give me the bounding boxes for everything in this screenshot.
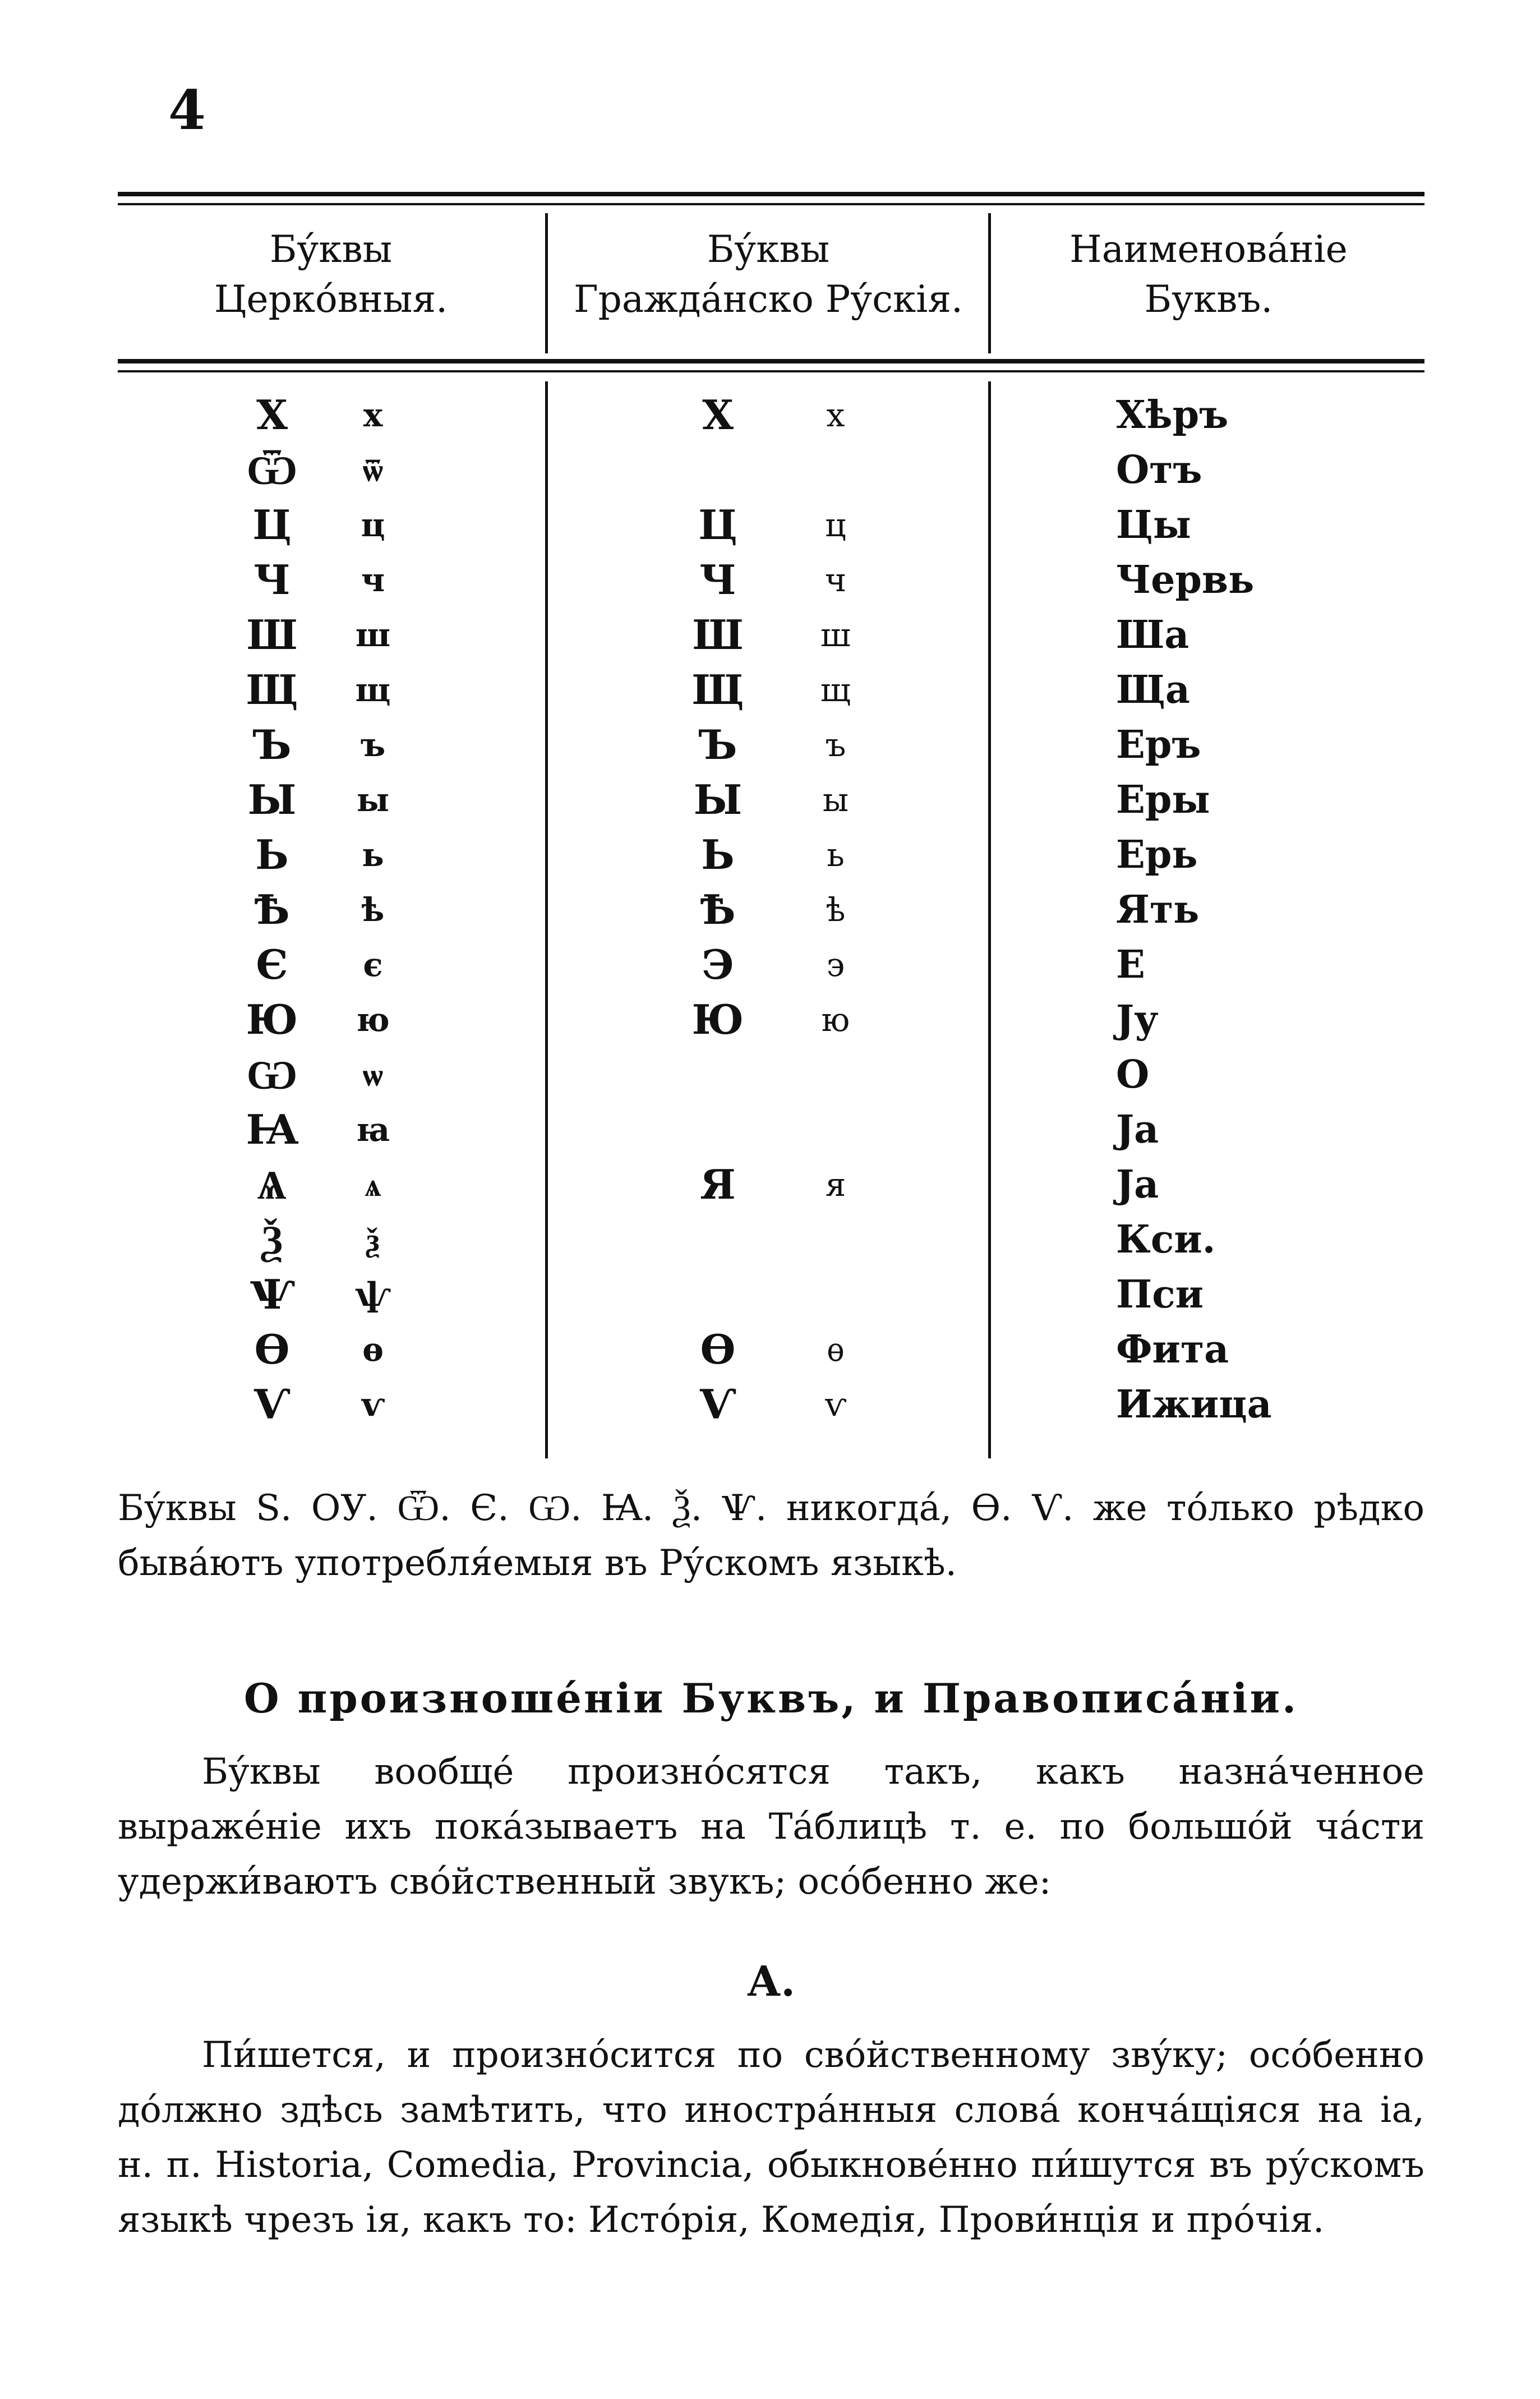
civil-upper-letter: Ѵ xyxy=(699,1380,736,1428)
table-header-rule xyxy=(118,359,1424,363)
letter-name: Е xyxy=(1116,942,1145,987)
page-number: 4 xyxy=(168,79,206,142)
church-upper-letter: Ѳ xyxy=(254,1325,290,1373)
church-upper-letter: Щ xyxy=(246,666,298,713)
church-lower-letter: ѡ xyxy=(363,1056,383,1094)
civil-upper-letter: Х xyxy=(702,391,734,439)
subsection-heading: А. xyxy=(746,1958,796,2006)
letter-name: Еры xyxy=(1116,777,1210,822)
civil-lower-letter: ш xyxy=(820,616,851,654)
letter-name: Jа xyxy=(1116,1107,1159,1152)
letter-name: Цы xyxy=(1116,503,1191,547)
civil-upper-letter: Ш xyxy=(692,611,744,659)
church-upper-letter: Ю xyxy=(246,996,298,1043)
church-lower-letter: є xyxy=(363,946,383,984)
civil-upper-letter: Ц xyxy=(698,501,737,549)
table-row xyxy=(0,827,1540,883)
civil-lower-letter: э xyxy=(826,946,845,984)
church-upper-letter: Ѿ xyxy=(246,446,298,494)
church-upper-letter: Ѣ xyxy=(254,886,290,933)
church-upper-letter: Є xyxy=(256,941,288,988)
letter-name: Пси xyxy=(1116,1272,1204,1317)
letter-name: Еръ xyxy=(1116,722,1201,767)
church-upper-letter: Ы xyxy=(247,776,297,823)
church-upper-letter: Ъ xyxy=(252,721,292,768)
church-lower-letter: ь xyxy=(362,836,384,874)
table-row xyxy=(0,662,1540,718)
header-letter-names: Наименова́ніе Буквъ. xyxy=(1069,228,1348,321)
church-lower-letter: ѱ xyxy=(354,1276,391,1314)
church-lower-letter: ц xyxy=(361,506,385,544)
table-row xyxy=(0,497,1540,553)
church-lower-letter: ѯ xyxy=(366,1221,380,1259)
church-lower-letter: ѳ xyxy=(362,1330,384,1369)
letter-name: Кси. xyxy=(1116,1217,1216,1262)
table-row xyxy=(0,937,1540,993)
header-divider-1 xyxy=(545,213,548,353)
paragraph-2: Пи́шется, и произно́сится по сво́йственному зву́ку; осо́бенно до́лжно здѣсь замѣтить, что иностра́нныя слова́ конча́щіяся на іа, н. п. Historia, Comedia, Provincia, обыкнове́нно пи́шутся въ ру́скомъ языкѣ чрезъ ія, какъ то: Исто́рія, Комедія, Прови́нція и про́чія. xyxy=(118,2034,1424,2241)
church-upper-letter: Ѧ xyxy=(257,1161,287,1208)
church-lower-letter: щ xyxy=(355,671,391,709)
civil-upper-letter: Э xyxy=(702,941,734,988)
church-lower-letter: ч xyxy=(361,561,385,599)
table-row xyxy=(0,442,1540,498)
table-row xyxy=(0,1321,1540,1378)
civil-upper-letter: Я xyxy=(700,1161,736,1208)
header-church-letters: Бу́квы Церко́вныя. xyxy=(214,228,448,321)
church-upper-letter: Ѯ xyxy=(261,1215,283,1263)
civil-upper-letter: Ѣ xyxy=(700,886,736,933)
civil-upper-letter: Ь xyxy=(701,831,735,878)
table-row xyxy=(0,1102,1540,1158)
letter-name: Jа xyxy=(1116,1162,1159,1207)
church-upper-letter: Ѱ xyxy=(250,1270,294,1318)
table-row xyxy=(0,1212,1540,1268)
civil-lower-letter: ъ xyxy=(825,726,846,764)
paragraph-1: Бу́квы вообще́ произно́сятся такъ, какъ назна́ченное выраже́ніе ихъ пока́зываетъ на Та́блицѣ т. е. по большо́й ча́сти удержи́ваютъ сво́йственный звукъ; осо́бенно же: xyxy=(118,1751,1424,1903)
table-row xyxy=(0,882,1540,938)
letter-name: Хѣръ xyxy=(1116,393,1229,438)
church-lower-letter: ѣ xyxy=(361,891,385,929)
church-upper-letter: Ч xyxy=(253,556,291,604)
civil-lower-letter: ѵ xyxy=(824,1385,847,1424)
church-upper-letter: Ь xyxy=(255,831,289,878)
civil-lower-letter: ц xyxy=(825,506,846,544)
civil-upper-letter: Щ xyxy=(691,666,744,713)
church-lower-letter: ы xyxy=(356,781,390,819)
civil-lower-letter: я xyxy=(825,1166,846,1204)
table-row xyxy=(0,1047,1540,1103)
civil-upper-letter: Ч xyxy=(699,556,736,604)
table-row xyxy=(0,1267,1540,1323)
table-top-rule xyxy=(118,192,1424,196)
civil-lower-letter: ѳ xyxy=(826,1330,845,1369)
church-upper-letter: Ѵ xyxy=(253,1380,291,1428)
letter-name: Ща xyxy=(1116,667,1190,712)
header-divider-2 xyxy=(988,213,991,353)
church-lower-letter: ѵ xyxy=(361,1385,385,1424)
civil-upper-letter: Ы xyxy=(693,776,743,823)
church-lower-letter: ю xyxy=(356,1001,390,1039)
church-upper-letter: Ꙗ xyxy=(246,1106,298,1153)
letter-name: Ять xyxy=(1116,887,1200,932)
header-civil-letters: Бу́квы Гражда́нско Ру́скія. xyxy=(573,228,963,321)
civil-upper-letter: Ъ xyxy=(698,721,737,768)
letter-name: Ерь xyxy=(1116,832,1198,877)
table-row xyxy=(0,772,1540,828)
section-title: О произноше́ніи Буквъ, и Правописа́ніи. xyxy=(243,1674,1299,1722)
table-row xyxy=(0,1157,1540,1213)
civil-lower-letter: ы xyxy=(822,781,849,819)
civil-lower-letter: ѣ xyxy=(826,891,846,929)
table-header-rule-thin xyxy=(118,370,1424,372)
church-lower-letter: х xyxy=(363,396,383,434)
church-upper-letter: Х xyxy=(256,391,288,439)
table-row xyxy=(0,992,1540,1048)
table-top-rule-thin xyxy=(118,203,1424,205)
letter-name: Ша xyxy=(1116,613,1189,657)
civil-upper-letter: Ю xyxy=(691,996,744,1043)
church-upper-letter: Ш xyxy=(246,611,298,659)
note-paragraph: Бу́квы Ѕ. ОУ. Ѿ. Є. Ѡ. Ꙗ. Ѯ. Ѱ. никогда́, Ѳ. Ѵ. же то́лько рѣдко быва́ютъ употребля́емыя въ Ру́скомъ языкѣ. xyxy=(118,1488,1424,1584)
letter-name: Фита xyxy=(1116,1327,1229,1372)
letter-name: Jу xyxy=(1116,997,1159,1042)
civil-lower-letter: щ xyxy=(820,671,851,709)
civil-lower-letter: ю xyxy=(821,1001,850,1039)
letter-name: Отъ xyxy=(1116,448,1202,492)
letter-name: Ижица xyxy=(1116,1382,1272,1427)
church-lower-letter: ъ xyxy=(360,726,386,764)
table-row xyxy=(0,717,1540,773)
church-lower-letter: ш xyxy=(355,616,391,654)
church-lower-letter: ѿ xyxy=(363,451,383,489)
civil-lower-letter: ь xyxy=(827,836,845,874)
table-row xyxy=(0,1376,1540,1433)
civil-lower-letter: х xyxy=(826,396,845,434)
civil-upper-letter: Ѳ xyxy=(700,1325,736,1373)
table-row xyxy=(0,552,1540,608)
letter-name: Червь xyxy=(1116,558,1255,602)
table-row xyxy=(0,607,1540,663)
church-upper-letter: Ц xyxy=(252,501,292,549)
table-row xyxy=(0,387,1540,443)
civil-lower-letter: ч xyxy=(824,561,847,599)
church-lower-letter: ꙗ xyxy=(356,1111,390,1149)
church-upper-letter: Ѡ xyxy=(246,1051,298,1098)
letter-name: О xyxy=(1116,1052,1150,1097)
church-lower-letter: ѧ xyxy=(365,1166,381,1204)
